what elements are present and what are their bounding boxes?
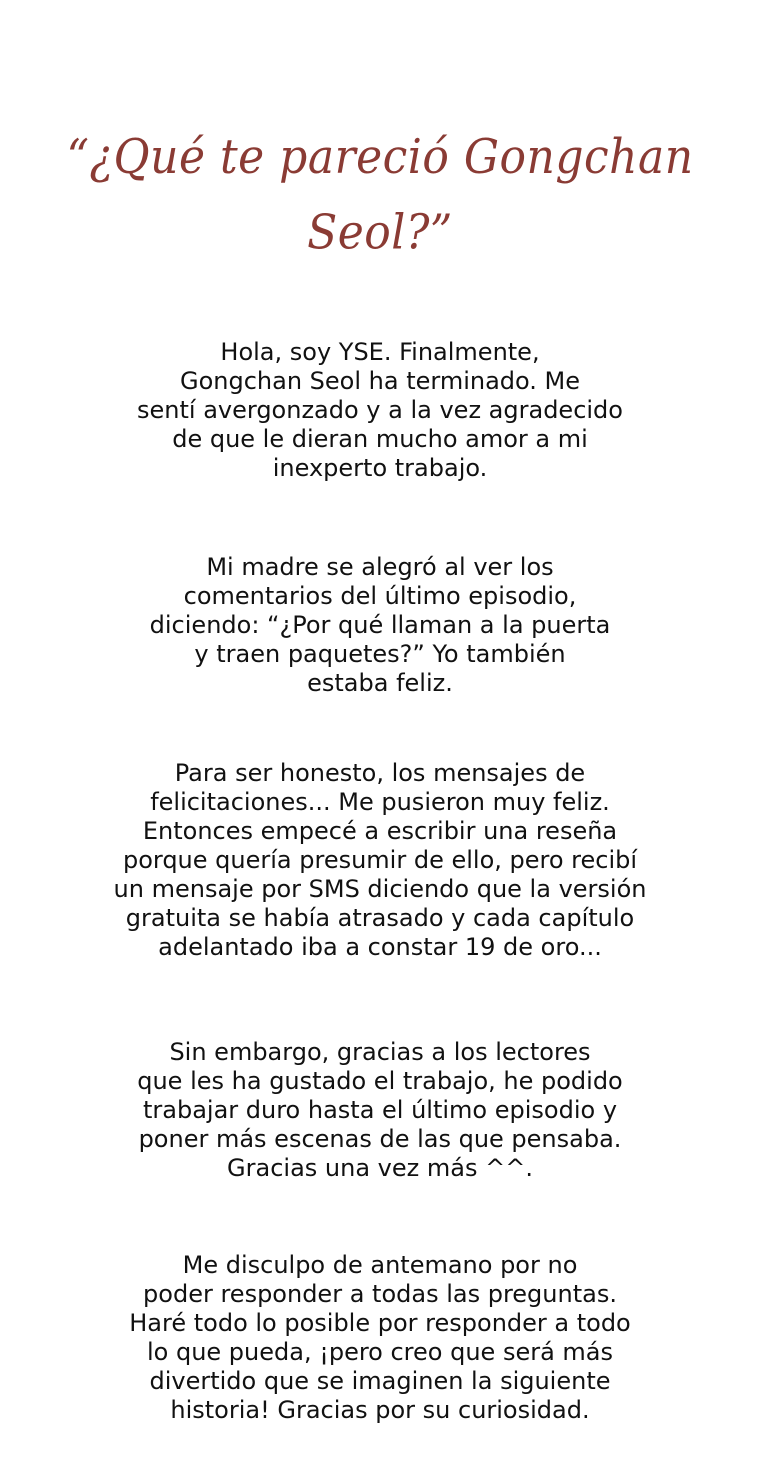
paragraph-line: Gracias una vez más ^^. bbox=[227, 1154, 533, 1182]
paragraph-line: que les ha gustado el trabajo, he podido bbox=[137, 1067, 623, 1095]
paragraph-line: poder responder a todas las preguntas. bbox=[143, 1280, 617, 1308]
paragraph-line: Hola, soy YSE. Finalmente, bbox=[220, 338, 540, 366]
paragraph-line: un mensaje por SMS diciendo que la versión bbox=[113, 875, 647, 903]
paragraph-line: felicitaciones... Me pusieron muy feliz. bbox=[150, 788, 610, 816]
paragraph-line: porque quería presumir de ello, pero recibí bbox=[122, 846, 638, 874]
paragraph-5 bbox=[40, 1251, 720, 1425]
paragraph-line: trabajar duro hasta el último episodio y bbox=[142, 1096, 618, 1124]
paragraph-line: de que le dieran mucho amor a mi bbox=[172, 425, 588, 453]
paragraph-line: poner más escenas de las que pensaba. bbox=[138, 1125, 622, 1153]
paragraph-1 bbox=[40, 338, 720, 483]
paragraph-3 bbox=[40, 759, 720, 962]
paragraph-line: Me disculpo de antemano por no bbox=[182, 1251, 578, 1279]
paragraph-line: estaba feliz. bbox=[307, 669, 453, 697]
paragraph-line: Haré todo lo posible por responder a todo bbox=[129, 1309, 631, 1337]
paragraph-line: Entonces empecé a escribir una reseña bbox=[142, 817, 618, 845]
paragraph-line: historia! Gracias por su curiosidad. bbox=[170, 1396, 590, 1424]
paragraph-line: diciendo: “¿Por qué llaman a la puerta bbox=[149, 611, 611, 639]
paragraph-line: sentí avergonzado y a la vez agradecido bbox=[137, 396, 623, 424]
paragraph-line: Gongchan Seol ha terminado. Me bbox=[179, 367, 581, 395]
paragraph-4 bbox=[40, 1038, 720, 1183]
paragraph-line: adelantado iba a constar 19 de oro... bbox=[158, 933, 602, 961]
paragraph-line: Para ser honesto, los mensajes de bbox=[174, 759, 586, 787]
paragraph-line: y traen paquetes?” Yo también bbox=[194, 640, 566, 668]
paragraph-line: comentarios del último episodio, bbox=[183, 582, 577, 610]
paragraph-line: inexperto trabajo. bbox=[272, 454, 488, 482]
paragraph-line: Sin embargo, gracias a los lectores bbox=[169, 1038, 591, 1066]
paragraph-line: Mi madre se alegró al ver los bbox=[206, 553, 554, 581]
paragraph-line: gratuita se había atrasado y cada capítulo bbox=[125, 904, 635, 932]
page-title: “¿Qué te pareció Gongchan Seol?” bbox=[66, 129, 694, 261]
paragraph-2 bbox=[40, 553, 720, 698]
paragraph-line: lo que pueda, ¡pero creo que será más bbox=[146, 1338, 614, 1366]
paragraph-line: divertido que se imaginen la siguiente bbox=[149, 1367, 611, 1395]
